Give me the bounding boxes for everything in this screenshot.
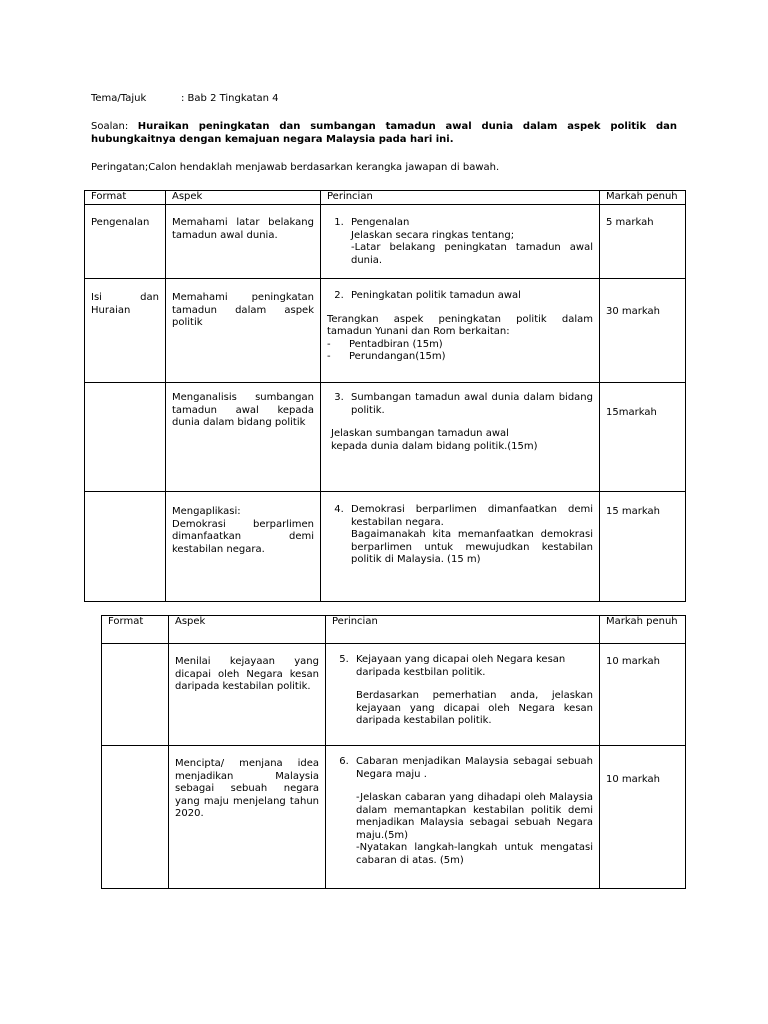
item-number: 5. [339,654,349,665]
perincian-cell: 2. Peningkatan politik tamadun awal Terangkan aspek peningkatan politik dalam tamadun Yunani dan Rom berkaitan: - Pentadbiran (15m) - Perundangan(15m) [321,279,600,383]
item-title: Demokrasi berparlimen dimanfaatkan demi kestabilan negara. [351,504,593,528]
answer-framework-table-2 [101,615,686,889]
markah-cell: 15 markah [600,492,686,602]
header-aspek: Aspek [169,616,326,644]
item-title: Pengenalan [351,217,410,228]
bullet-item: Pentadbiran (15m) [349,338,443,350]
format-cell [102,746,169,889]
format-cell [102,644,169,746]
format-cell [85,492,166,602]
aspek-cell: Memahami peningkatan tamadun dalam aspek politik [166,279,321,383]
item-number: 2. [334,290,344,301]
format-cell: Pengenalan [85,205,166,279]
aspek-cell: Memahami latar belakang tamadun awal dunia. [166,205,321,279]
table-row [102,644,686,746]
item-title: Peningkatan politik tamadun awal [351,290,521,301]
item-number: 3. [334,392,344,403]
soalan-question [91,121,677,146]
markah-cell: 15markah [600,383,686,492]
soalan-label: Soalan: [91,121,129,132]
perincian-cell [321,205,600,279]
markah-cell: 30 markah [600,279,686,383]
aspek-cell [166,492,321,602]
header-format: Format [102,616,169,644]
item-text: Bagaimanakah kita memanfaatkan demokrasi berparlimen untuk mewujudkan kestabilan politik di Malaysia. (15 m) [351,529,593,565]
header-format: Format [85,191,166,205]
item-text: Berdasarkan pemerhatian anda, jelaskan kejayaan yang dicapai oleh Negara kesan daripada kestabilan politik. [356,690,593,726]
table-row [85,383,686,492]
table-row [85,492,686,602]
peringatan-note: Peringatan;Calon hendaklah menjawab berdasarkan kerangka jawapan di bawah. [91,162,500,173]
table-row [102,746,686,889]
answer-framework-table-1 [84,190,686,602]
header-markah: Markah penuh [600,616,686,644]
markah-cell: 10 markah [600,644,686,746]
header-perincian: Perincian [326,616,600,644]
item-text: Jelaskan sumbangan tamadun awal kepada dunia dalam bidang politik.(15m) [331,428,538,452]
header-markah: Markah penuh [600,191,686,205]
header-perincian: Perincian [321,191,600,205]
tema-label: Tema/Tajuk [91,93,147,104]
format-cell: Isi dan Huraian [85,279,166,383]
item-number: 6. [339,756,349,767]
aspek-title: Mengaplikasi: [172,506,241,517]
item-text: Terangkan aspek peningkatan politik dalam tamadun Yunani dan Rom berkaitan: [327,313,593,337]
table-row [85,205,686,279]
header-aspek: Aspek [166,191,321,205]
item-text-2: -Nyatakan langkah-langkah untuk mengatasi cabaran di atas. (5m) [356,842,593,866]
item-title: Kejayaan yang dicapai oleh Negara kesan daripada kestbilan politik. [356,654,566,678]
perincian-cell [326,746,600,889]
aspek-text: Demokrasi berparlimen dimanfaatkan demi kestabilan negara. [172,518,314,555]
item-number: 1. [334,217,344,228]
item-line: -Latar belakang peningkatan tamadun awal dunia. [351,242,593,266]
perincian-cell [321,492,600,602]
aspek-cell: Mencipta/ menjana idea menjadikan Malaysia sebagai sebuah negara yang maju menjelang tahun 2020. [169,746,326,889]
perincian-cell [326,644,600,746]
markah-cell: 10 markah [600,746,686,889]
perincian-cell [321,383,600,492]
item-title: Sumbangan tamadun awal dunia dalam bidang politik. [351,392,593,416]
item-text: -Jelaskan cabaran yang dihadapi oleh Malaysia dalam memantapkan kestabilan politik demi menjadikan Malaysia sebagai sebuah Negara maju.(5m) [356,792,593,841]
format-cell [85,383,166,492]
markah-cell: 5 markah [600,205,686,279]
table-row [85,279,686,383]
soalan-text: Huraikan peningkatan dan sumbangan tamadun awal dunia dalam aspek politik dan hubungkaitnya dengan kemajuan negara Malaysia pada hari ini. [91,121,677,145]
aspek-cell: Menganalisis sumbangan tamadun awal kepada dunia dalam bidang politik [166,383,321,492]
item-title: Cabaran menjadikan Malaysia sebagai sebuah Negara maju . [356,756,593,780]
item-line: Jelaskan secara ringkas tentang; [351,229,515,241]
table-header-row [85,191,686,205]
tema-value: : Bab 2 Tingkatan 4 [181,93,279,104]
item-number: 4. [334,504,344,515]
aspek-cell: Menilai kejayaan yang dicapai oleh Negara kesan daripada kestabilan politik. [169,644,326,746]
bullet-item: Perundangan(15m) [349,351,446,362]
table-header-row [102,616,686,644]
